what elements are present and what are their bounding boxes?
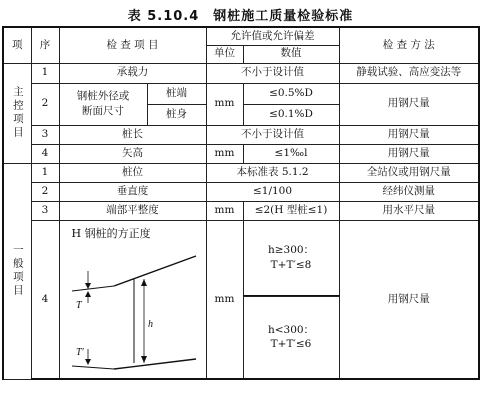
row-item: 桩位: [59, 163, 206, 182]
diagram-label-h: h: [147, 318, 153, 330]
row-seq: 3: [31, 125, 59, 144]
condition-h-small: [243, 296, 339, 379]
row-seq: 4: [31, 144, 59, 163]
row-subitem-pile-end: 桩端: [147, 83, 206, 104]
row-value-pile-body: ≤0.1%D: [243, 104, 339, 125]
row-spec: 本标准表 5.1.2: [206, 163, 339, 182]
row-method: 用钢尺量: [339, 144, 479, 163]
header-unit: 单位: [206, 45, 243, 63]
condition-h-small-line2: T+T′≤6: [270, 338, 312, 351]
row-seq: 4: [31, 220, 59, 379]
row-unit: mm: [206, 144, 243, 163]
header-method: 检 查 方 法: [339, 27, 479, 63]
row-value-pile-end: ≤0.5%D: [243, 83, 339, 104]
header-check-item: 检 查 项 目: [59, 27, 206, 63]
row-seq: 1: [31, 63, 59, 83]
row-spec: ≤1/100: [206, 182, 339, 201]
group-main-control-label: 主控项目: [11, 86, 24, 140]
group-general: [3, 163, 31, 379]
row-seq: 3: [31, 201, 59, 220]
h-pile-squareness-diagram: [64, 251, 202, 371]
header-item: 项: [3, 27, 31, 63]
row-method: 经纬仪测量: [339, 182, 479, 201]
row-unit: mm: [206, 83, 243, 125]
row-value: ≤2(H 型桩≤1): [243, 201, 339, 220]
row-item-line1: 钢桩外径或: [76, 90, 130, 103]
header-allowance: 允许值或允许偏差: [206, 27, 339, 45]
header-seq: 序: [31, 27, 59, 63]
row-seq: 1: [31, 163, 59, 182]
row-unit: mm: [206, 201, 243, 220]
row-unit: mm: [206, 220, 243, 379]
row-method: 全站仪或用钢尺量: [339, 163, 479, 182]
row-item: 矢高: [59, 144, 206, 163]
row-method: 静载试验、高应变法等: [339, 63, 479, 83]
condition-h-large-line1: h≥300：: [267, 244, 315, 257]
group-general-label: 一般项目: [11, 244, 24, 298]
row-spec: 不小于设计值: [206, 63, 339, 83]
condition-h-large: [243, 220, 339, 296]
header-value: 数值: [243, 45, 339, 63]
row-seq: 2: [31, 83, 59, 125]
row-spec: 不小于设计值: [206, 125, 339, 144]
row-method: 用钢尺量: [339, 220, 479, 379]
group-main-control: [3, 63, 31, 163]
row-item: 端部平整度: [59, 201, 206, 220]
table-title: 表 5.10.4 钢桩施工质量检验标准: [127, 9, 354, 24]
diagram-label-t-top: T: [75, 299, 82, 311]
row-value: ≤1‰l: [243, 144, 339, 163]
row-item-dimension: [59, 83, 147, 125]
row-item: 桩长: [59, 125, 206, 144]
row-item-line2: 断面尺寸: [82, 105, 124, 117]
row-item: 承载力: [59, 63, 206, 83]
inspection-table: [2, 26, 478, 402]
condition-h-large-line2: T+T′≤8: [270, 258, 312, 271]
row-item: 垂直度: [59, 182, 206, 201]
row-method: 用钢尺量: [339, 125, 479, 144]
row-method: 用水平尺量: [339, 201, 479, 220]
row-item-label: H 钢桩的方正度: [71, 226, 151, 240]
row-method: 用钢尺量: [339, 83, 479, 125]
row-subitem-pile-body: 桩身: [147, 104, 206, 125]
row-item-squareness: [59, 220, 206, 379]
row-seq: 2: [31, 182, 59, 201]
condition-h-small-line1: h<300：: [267, 323, 315, 336]
diagram-label-t-bottom: T′: [75, 346, 84, 358]
